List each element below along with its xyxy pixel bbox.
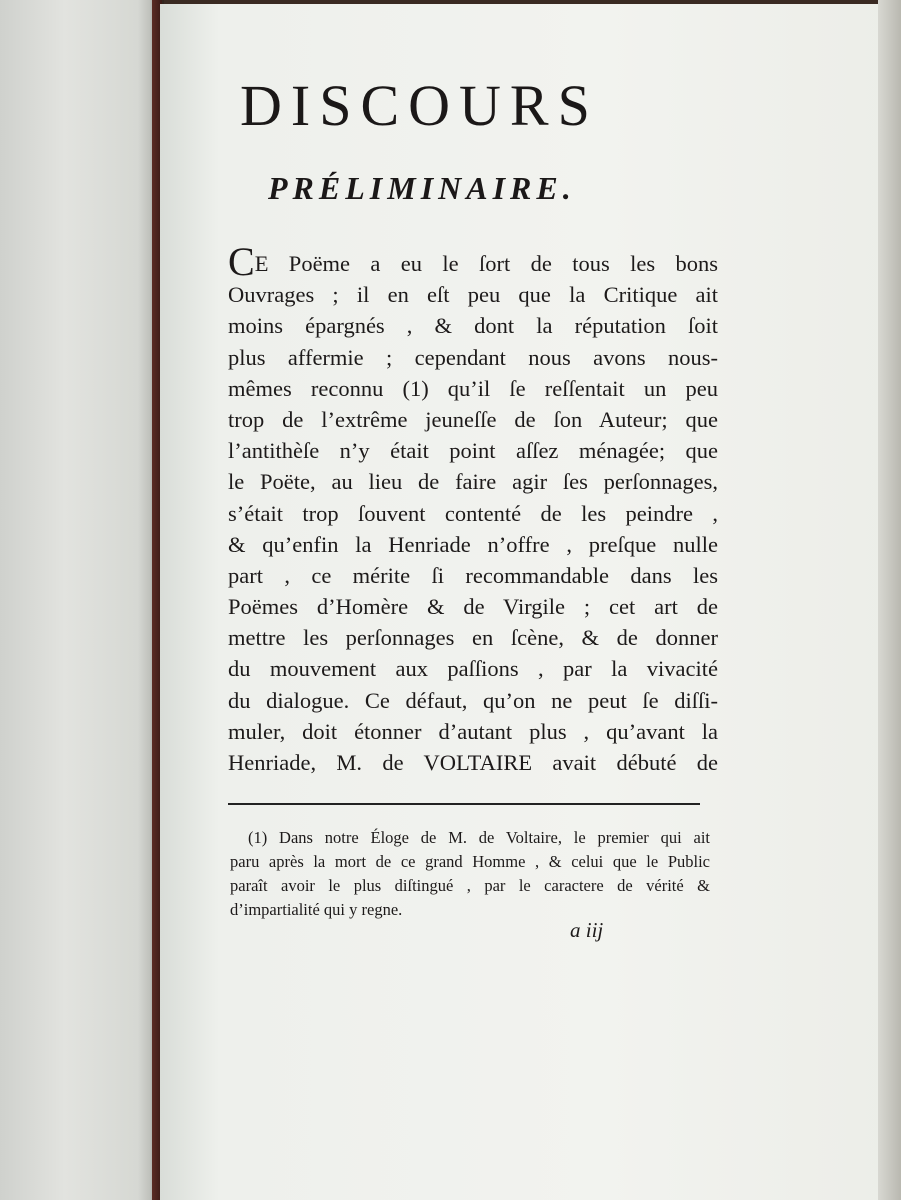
signature-mark: a iij xyxy=(570,918,604,942)
body-line: Poëmes d’Homère & de Virgile ; cet art de xyxy=(228,594,718,620)
footnote xyxy=(230,826,710,922)
body-line: l’antithèſe n’y était point aſſez ménagée; que xyxy=(228,438,718,464)
body-paragraph xyxy=(228,239,718,778)
body-line: part , ce mérite ſi recommandable dans les xyxy=(228,562,718,588)
body-line: mêmes reconnu (1) qu’il ſe reſſentait un peu xyxy=(228,375,718,401)
body-line: moins épargnés , & dont la réputation ſoit xyxy=(228,313,718,339)
body-line: du dialogue. Ce défaut, qu’on ne peut ſe diſſi- xyxy=(228,687,718,713)
body-line: Ouvrages ; il en eſt peu que la Critique ait xyxy=(228,282,718,308)
page-edge xyxy=(878,0,901,1200)
left-page xyxy=(0,0,162,1200)
body-line: & qu’enfin la Henriade n’offre , preſque nulle xyxy=(228,531,718,557)
footnote-line: paraît avoir le plus diſtingué , par le caractere de vérité & xyxy=(230,876,710,895)
body-line: le Poëte, au lieu de faire agir ſes perſonnages, xyxy=(228,469,718,495)
page-title: DISCOURS xyxy=(240,73,599,138)
footnote-divider xyxy=(228,803,700,805)
body-line: s’était trop ſouvent contenté de les peindre , xyxy=(228,500,718,526)
footnote-line: d’impartialité qui y regne. xyxy=(230,900,403,919)
body-line: muler, doit étonner d’autant plus , qu’avant la xyxy=(228,718,718,744)
body-line: du mouvement aux paſſions , par la vivacité xyxy=(228,656,718,682)
body-line: CE Poëme a eu le ſort de tous les bons xyxy=(228,239,718,284)
body-line: plus affermie ; cependant nous avons nous- xyxy=(228,344,718,370)
footnote-line: (1) Dans notre Éloge de M. de Voltaire, le premier qui ait xyxy=(248,828,710,847)
page-subtitle: PRÉLIMINAIRE. xyxy=(268,170,576,206)
body-line: Henriade, M. de VOLTAIRE avait débuté de xyxy=(228,750,718,775)
footnote-line: paru après la mort de ce grand Homme , & celui que le Public xyxy=(230,852,710,871)
drop-cap: C xyxy=(228,239,255,284)
body-line: trop de l’extrême jeuneſſe de ſon Auteur; que xyxy=(228,406,718,432)
body-line: mettre les perſonnages en ſcène, & de donner xyxy=(228,625,718,651)
